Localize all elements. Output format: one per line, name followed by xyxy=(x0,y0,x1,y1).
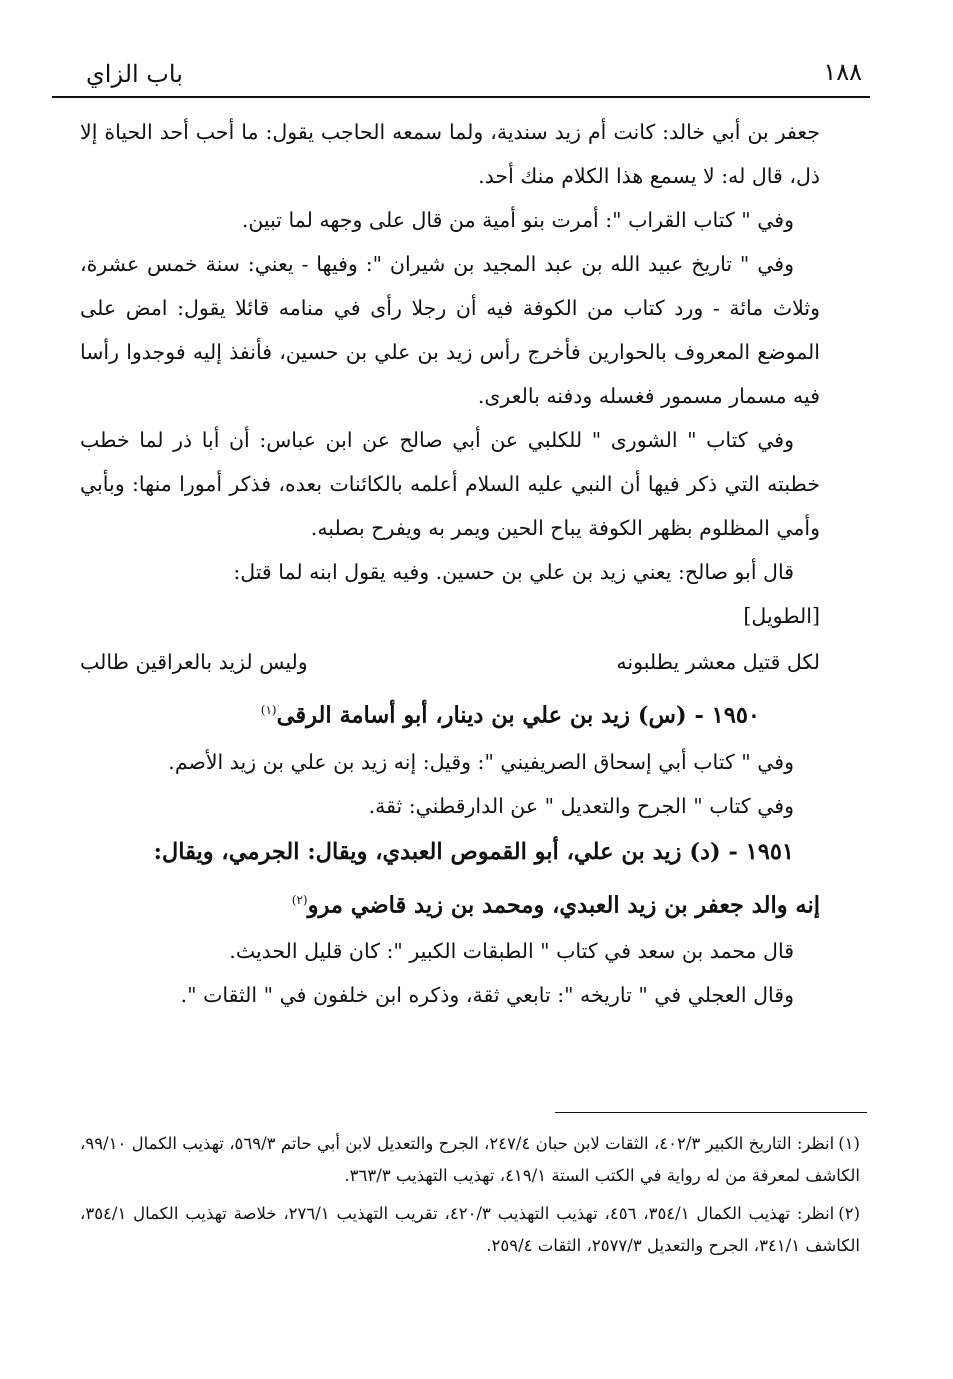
running-title: باب الزاي xyxy=(86,60,183,88)
footnote-text: انظر: التاريخ الكبير ٤٠٢/٣، الثقات لابن حبان ٢٤٧/٤، الجرح والتعديل لابن أبي حاتم ٥٦٩/٣، تهذيب الكمال ٩٩/١٠، الكاشف لمعرفة من له رواية في الكتب الستة ٤١٩/١، تهذيب التهذيب ٣٦٣/٣. xyxy=(80,1134,860,1185)
verse-second-hemistich: وليس لزيد بالعراقين طالب xyxy=(80,650,308,674)
verse-first-hemistich: لكل قتيل معشر يطلبونه xyxy=(616,650,820,674)
poetry-verse xyxy=(80,640,820,684)
footnote-rule xyxy=(555,1112,867,1113)
footnotes xyxy=(80,1128,860,1268)
paragraph: جعفر بن أبي خالد: كانت أم زيد سندية، ولما سمعه الحاجب يقول: ما أحب أحد الحياة إلا ذل، قال له: لا يسمع هذا الكلام منك أحد. xyxy=(80,120,820,188)
paragraph: وقال العجلي في " تاريخه ": تابعي ثقة، وذكره ابن خلفون في " الثقات ". xyxy=(180,983,794,1007)
entry-title-text: ١٩٥٠ - (س) زيد بن علي بن دينار، أبو أسامة الرقى xyxy=(276,702,760,729)
footnote-ref: (١) xyxy=(260,703,277,717)
footnote xyxy=(80,1128,860,1192)
paragraph: قال محمد بن سعد في كتاب " الطبقات الكبير ": كان قليل الحديث. xyxy=(229,939,794,963)
page-number: ١٨٨ xyxy=(823,58,862,86)
paragraph: وفي كتاب " الجرح والتعديل " عن الدارقطني: ثقة. xyxy=(368,793,794,818)
footnote-text: انظر: تهذيب الكمال ٣٥٤/١، ٤٥٦، تهذيب التهذيب ٤٢٠/٣، تقريب التهذيب ٢٧٦/١، خلاصة تهذيب الكمال ٣٥٤/١، الكاشف ٣٤١/١، الجرح والتعديل ٢٥٧٧/٣، الثقات ٢٥٩/٤. xyxy=(80,1204,860,1255)
footnote xyxy=(80,1198,860,1262)
entry-title-1951-line1: ١٩٥١ - (د) زيد بن علي، أبو القموص العبدي، ويقال: الجرمي، ويقال: xyxy=(153,838,794,865)
paragraph: وفي " تاريخ عبيد الله بن عبد المجيد بن شيران ": وفيها - يعني: سنة خمس عشرة، وثلاث مائة - ورد كتاب من الكوفة فيه أن رجلا رأى في منامه قائلا يقول: امض على الموضع المعروف بالحوارين فأخرج رأس زيد بن علي بن حسين، فأنفذ إليه فوجدوا رأسا فيه مسمار مسمور فغسله ودفنه بالعرى. xyxy=(80,252,820,408)
footnote-number: (١) xyxy=(838,1134,860,1153)
paragraph: قال أبو صالح: يعني زيد بن علي بن حسين. وفيه يقول ابنه لما قتل: xyxy=(233,560,794,584)
entry-title-1951-line2 xyxy=(80,876,820,930)
verse-meter: [الطويل] xyxy=(743,604,820,628)
header-rule xyxy=(52,96,870,98)
paragraph: وفي " كتاب أبي إسحاق الصريفيني ": وقيل: إنه زيد بن علي بن زيد الأصم. xyxy=(168,749,794,774)
main-text xyxy=(80,110,820,1017)
footnote-ref: (٢) xyxy=(291,892,308,907)
footnote-number: (٢) xyxy=(838,1204,861,1223)
page-header xyxy=(86,52,862,98)
entry-title-text: إنه والد جعفر بن زيد العبدي، ومحمد بن زيد قاضي مرو xyxy=(307,892,820,918)
entry-title-1950 xyxy=(80,686,820,740)
paragraph: وفي كتاب " الشورى " للكلبي عن أبي صالح عن ابن عباس: أن أبا ذر لما خطب خطبته التي ذكر فيها أن النبي عليه السلام أعلمه بالكائنات بعده، فذكر أمورا منها: وبأبي وأمي المظلوم بظهر الكوفة يباح الحين ويمر به ويفرح بصلبه. xyxy=(80,428,820,540)
paragraph: وفي " كتاب القراب ": أمرت بنو أمية من قال على وجهه لما تبين. xyxy=(241,208,794,232)
